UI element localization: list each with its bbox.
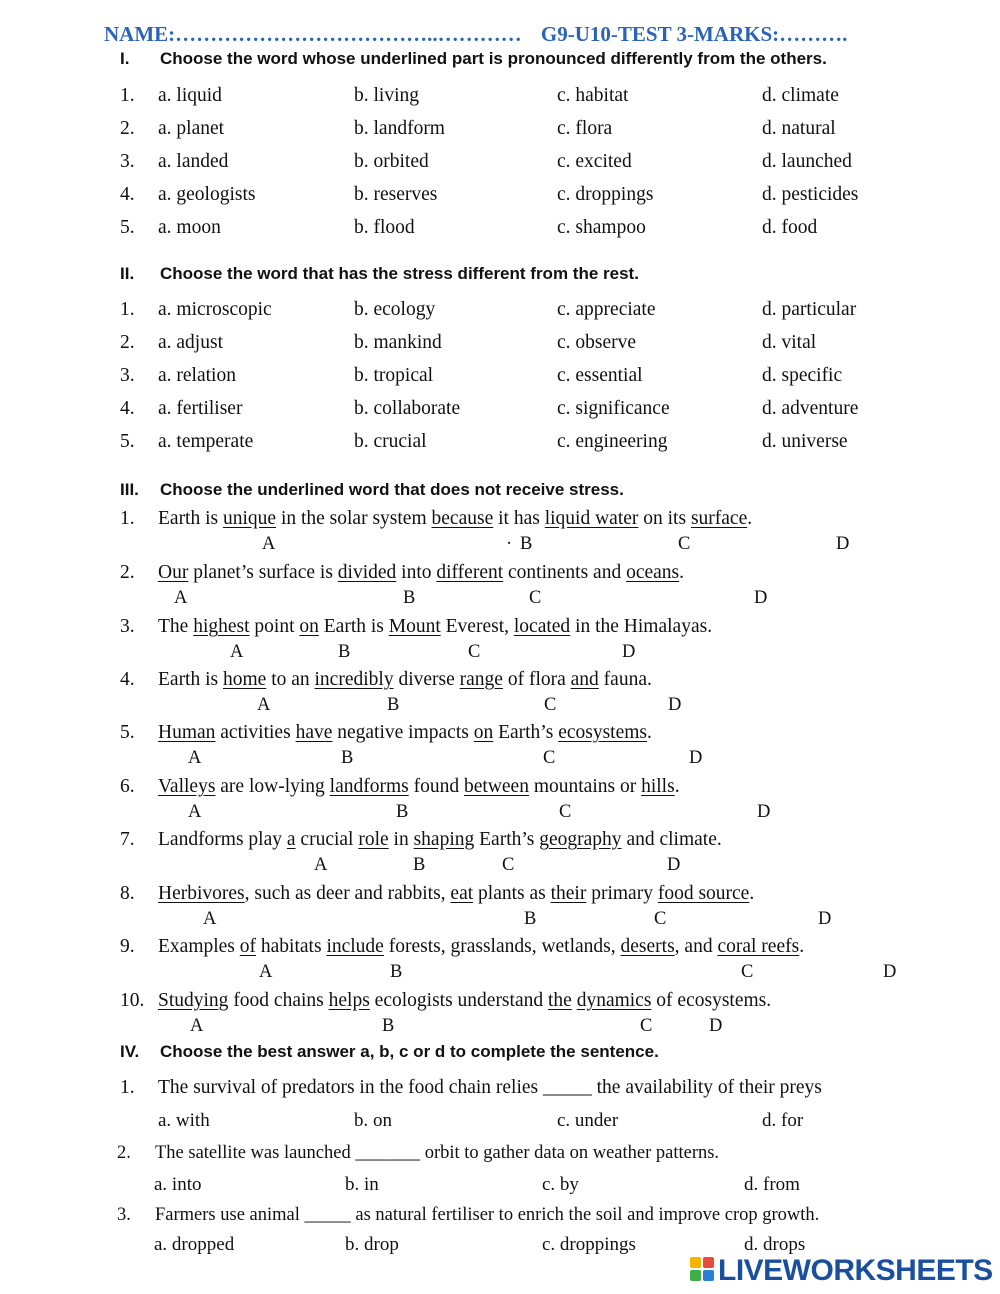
part3-question-9: 9. Examples of habitats include forests, grasslands, wetlands, deserts, and coral reefs. [120,936,805,957]
answer-option[interactable]: c. flora [557,118,613,139]
option-label-a: A [188,748,202,768]
question-number: 2. [120,562,135,583]
answer-option[interactable]: b. drop [345,1234,399,1255]
option-label-c: C [502,855,515,875]
option-label-c: C [529,588,542,608]
underlined-word[interactable]: deserts [620,936,675,957]
underlined-word[interactable]: helps [328,990,370,1011]
question-text: The satellite was launched _______ orbit to gather data on weather patterns. [155,1143,720,1163]
underlined-word[interactable]: oceans [626,562,680,583]
answer-option[interactable]: d. food [762,217,818,238]
answer-option[interactable]: a. planet [158,118,225,139]
question-number: 4. [120,184,135,205]
part3-question-5: 5. Human activities have negative impacts on Earth’s ecosystems. [120,722,652,743]
option-label-d: D [754,588,768,608]
option-label-d: D [689,748,703,768]
question-number: 1. [120,299,135,320]
underlined-word[interactable]: a [286,829,296,850]
option-label-c: C [544,695,557,715]
question-number: 5. [120,722,135,743]
option-label-d: D [836,534,850,554]
answer-option[interactable]: d. specific [762,365,843,386]
option-label-a: A [203,909,217,929]
option-label-a: A [257,695,271,715]
answer-option[interactable]: b. orbited [354,151,429,172]
answer-option[interactable]: c. essential [557,365,643,386]
answer-option[interactable]: c. appreciate [557,299,656,320]
underlined-word[interactable]: hills [641,776,675,797]
answer-option[interactable]: d. for [762,1110,804,1131]
option-label-d: D [883,962,897,982]
underlined-word[interactable]: Mount [388,616,441,637]
answer-option[interactable]: d. universe [762,431,848,452]
option-label-b: B [338,642,351,662]
question-text: The survival of predators in the food chain relies _____ the availability of their preys [158,1077,822,1098]
answer-option[interactable]: b. tropical [354,365,434,386]
option-label-a: A [314,855,328,875]
answer-option[interactable]: a. relation [158,365,236,386]
answer-option[interactable]: c. under [557,1110,619,1131]
underlined-word[interactable]: dynamics [576,990,652,1011]
underlined-word[interactable]: Valleys [158,776,216,797]
option-label-c: C [543,748,556,768]
question-number: 1. [120,1077,135,1098]
underlined-word[interactable]: their [550,883,587,904]
underlined-word[interactable]: the [547,990,572,1011]
underlined-word[interactable]: range [459,669,503,690]
option-label-c: C [468,642,481,662]
section-1-heading: I. Choose the word whose underlined part is pronounced differently from the others. [120,49,827,68]
part4-question-2 [117,1143,719,1164]
option-label-d: D [667,855,681,875]
header [104,22,847,47]
underlined-word[interactable]: landforms [329,776,409,797]
question-number: 3. [120,151,135,172]
underlined-word[interactable]: different [436,562,504,583]
option-label-a: A [230,642,244,662]
answer-option[interactable]: b. landform [354,118,445,139]
answer-option[interactable]: b. reserves [354,184,438,205]
option-label-b: B [413,855,426,875]
answer-option[interactable]: a. moon [158,217,221,238]
question-number: 3. [120,616,135,637]
underlined-word[interactable]: highest [193,616,250,637]
question-text: Farmers use animal _____ as natural fertiliser to enrich the soil and improve crop growth. [155,1205,820,1225]
part3-question-1: 1. Earth is unique in the solar system because it has liquid water on its surface. [120,508,753,529]
underlined-word[interactable]: unique [222,508,277,529]
underlined-word[interactable]: incredibly [314,669,394,690]
option-label-c: C [640,1016,653,1036]
answer-option[interactable]: b. flood [354,217,415,238]
option-label-b: B [382,1016,395,1036]
option-label-a: A [259,962,273,982]
logo-grid-icon [690,1257,716,1283]
underlined-word[interactable]: Studying [158,990,229,1011]
answer-option[interactable]: c. observe [557,332,637,353]
option-label-b: B [396,802,409,822]
answer-option[interactable]: d. climate [762,85,839,106]
answer-option[interactable]: d. adventure [762,398,859,419]
question-number: 4. [120,669,135,690]
answer-option[interactable]: d. pesticides [762,184,859,205]
answer-option[interactable]: b. crucial [354,431,427,452]
question-number: 1. [120,508,135,529]
question-number: 6. [120,776,135,797]
underlined-word[interactable]: role [358,829,389,850]
name-field[interactable]: NAME:………………………………..………… [104,22,522,46]
underlined-word[interactable]: between [464,776,529,797]
option-label-a: A [188,802,202,822]
option-label-b: B [341,748,354,768]
answer-option[interactable]: b. collaborate [354,398,461,419]
underlined-word[interactable]: because [431,508,494,529]
underlined-word[interactable]: on [299,616,319,637]
answer-option[interactable]: c. engineering [557,431,668,452]
underlined-word[interactable]: and [570,669,599,690]
answer-option[interactable]: a. dropped [154,1234,235,1255]
question-number: 2. [120,332,135,353]
answer-option[interactable]: d. natural [762,118,836,139]
answer-option[interactable]: c. habitat [557,85,629,106]
part3-question-4: 4. Earth is home to an incredibly diverse range of flora and fauna. [120,669,652,690]
answer-option[interactable]: a. with [158,1110,210,1131]
section-3-heading: III. Choose the underlined word that does not receive stress. [120,480,624,499]
underlined-word[interactable]: located [513,616,571,637]
question-number: 7. [120,829,135,850]
section-2-heading: II. Choose the word that has the stress different from the rest. [120,264,639,283]
answer-option[interactable]: c. significance [557,398,670,419]
option-label-b: B [524,909,537,929]
option-label-d: D [818,909,832,929]
question-number: 3. [117,1205,131,1225]
underlined-word[interactable]: food source [657,883,750,904]
option-label-b: B [387,695,400,715]
answer-option[interactable]: c. droppings [542,1234,636,1255]
part3-question-6: 6. Valleys are low-lying landforms found between mountains or hills. [120,776,680,797]
part4-question-1 [120,1077,822,1099]
answer-option[interactable]: c. by [542,1174,579,1195]
question-number: 5. [120,217,135,238]
part3-question-8: 8. Herbivores, such as deer and rabbits, eat plants as their primary food source. [120,883,755,904]
option-label-d: D [709,1016,723,1036]
test-title: G9-U10-TEST 3-MARKS:………. [540,22,848,46]
option-label-b: B [403,588,416,608]
option-label-c: C [678,534,691,554]
underlined-word[interactable]: Herbivores [158,883,245,904]
answer-option[interactable]: b. ecology [354,299,436,320]
answer-option[interactable]: d. launched [762,151,852,172]
answer-option[interactable]: a. temperate [158,431,254,452]
underlined-word[interactable]: Our [158,562,189,583]
underlined-word[interactable]: coral reefs [717,936,800,957]
answer-option[interactable]: b. in [345,1174,379,1195]
answer-option[interactable]: a. geologists [158,184,256,205]
question-number: 3. [120,365,135,386]
underlined-word[interactable]: surface [690,508,748,529]
question-number: 8. [120,883,135,904]
option-label-d: D [622,642,636,662]
answer-option[interactable]: d. drops [744,1234,806,1255]
answer-option[interactable]: a. microscopic [158,299,272,320]
underlined-word[interactable]: have [295,722,333,743]
underlined-word[interactable]: geography [539,829,622,850]
option-label-c: C [559,802,572,822]
underlined-word[interactable]: Human [158,722,216,743]
part3-question-10: 10. Studying food chains helps ecologists understand the dynamics of ecosystems. [120,990,772,1011]
answer-option[interactable]: c. excited [557,151,632,172]
question-number: 5. [120,431,135,452]
answer-option[interactable]: a. landed [158,151,229,172]
part3-question-2: 2. Our planet’s surface is divided into different continents and oceans. [120,562,685,583]
part3-question-3: 3. The highest point on Earth is Mount Everest, located in the Himalayas. [120,616,713,637]
question-number: 10. [120,990,145,1011]
option-label-d: D [757,802,771,822]
underlined-word[interactable]: of [239,936,257,957]
question-number: 9. [120,936,135,957]
option-label-c: C [654,909,667,929]
underlined-word[interactable]: shaping [413,829,475,850]
answer-option[interactable]: b. on [354,1110,392,1131]
liveworksheets-logo [690,1254,993,1288]
answer-option[interactable]: a. liquid [158,85,222,106]
answer-option[interactable]: d. particular [762,299,857,320]
underlined-word[interactable]: on [473,722,494,743]
answer-option[interactable]: a. fertiliser [158,398,243,419]
answer-option[interactable]: c. droppings [557,184,654,205]
question-number: 2. [120,118,135,139]
underlined-word[interactable]: home [222,669,267,690]
answer-option[interactable]: c. shampoo [557,217,646,238]
option-label-a: A [174,588,188,608]
underlined-word[interactable]: include [326,936,384,957]
question-number: 2. [117,1143,131,1163]
question-number: 4. [120,398,135,419]
question-number: 1. [120,85,135,106]
answer-option[interactable]: d. from [744,1174,800,1195]
part3-question-7: 7. Landforms play a crucial role in shaping Earth’s geography and climate. [120,829,722,850]
answer-option[interactable]: b. living [354,85,420,106]
answer-option[interactable]: b. mankind [354,332,442,353]
option-label-d: D [668,695,682,715]
option-label-b: B [390,962,403,982]
part4-question-3 [117,1205,819,1226]
logo-text: LIVEWORKSHEETS [718,1254,993,1287]
option-label-b: B [520,534,533,554]
section-4-heading: IV. Choose the best answer a, b, c or d to complete the sentence. [120,1042,659,1061]
underlined-word[interactable]: eat [450,883,474,904]
answer-option[interactable]: a. into [154,1174,202,1195]
underlined-word[interactable]: liquid water [544,508,639,529]
answer-option[interactable]: a. adjust [158,332,223,353]
underlined-word[interactable]: divided [337,562,397,583]
answer-option[interactable]: d. vital [762,332,817,353]
option-label-c: C [741,962,754,982]
option-label-a: A [190,1016,204,1036]
underlined-word[interactable]: ecosystems [558,722,648,743]
option-label-a: A [262,534,276,554]
stray-mark: · [506,534,513,554]
